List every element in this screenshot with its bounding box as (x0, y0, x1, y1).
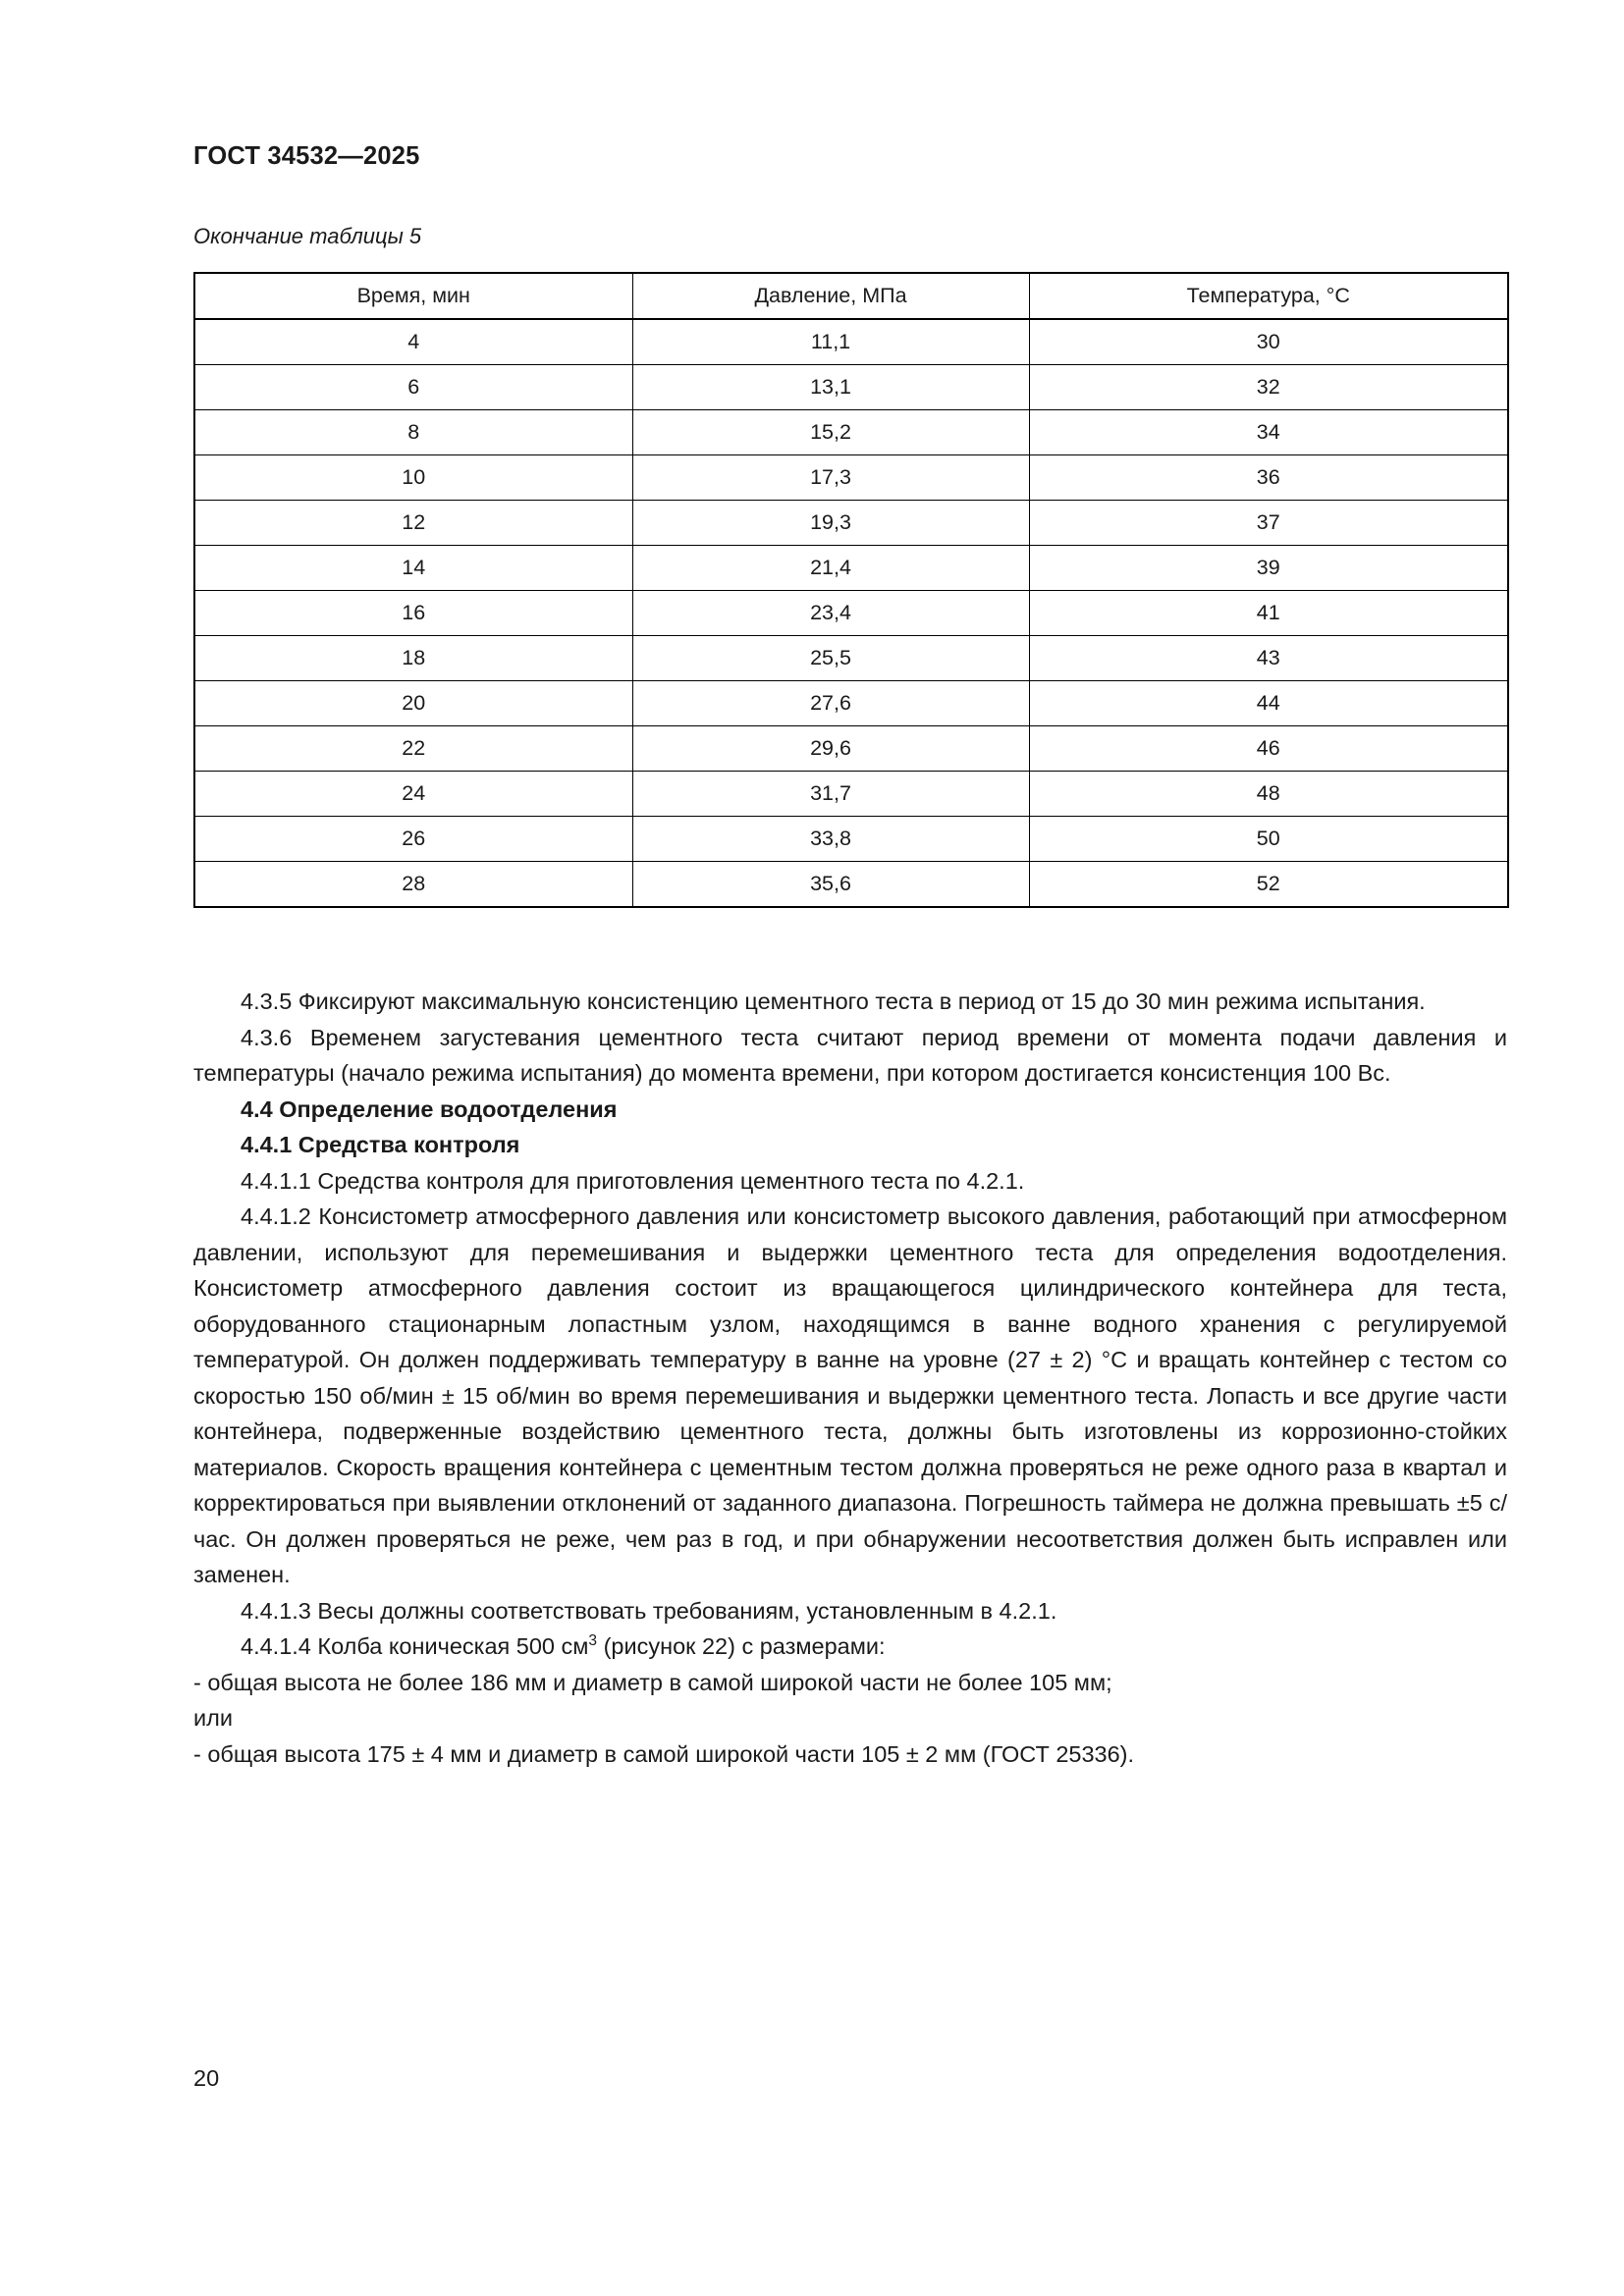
cell-pressure: 33,8 (632, 817, 1029, 862)
paragraph-4-4-1-4-prefix: 4.4.1.4 Колба коническая 500 см (241, 1633, 589, 1659)
cell-time: 24 (194, 772, 632, 817)
cell-temperature: 43 (1029, 636, 1508, 681)
paragraph-4-4-1-3: 4.4.1.3 Весы должны соответствовать требованиям, установленным в 4.2.1. (241, 1597, 1057, 1624)
cell-pressure: 11,1 (632, 319, 1029, 365)
table-row (194, 636, 1508, 681)
table-header-row (194, 273, 1508, 319)
cell-pressure: 29,6 (632, 726, 1029, 772)
cell-time: 26 (194, 817, 632, 862)
cell-pressure: 13,1 (632, 365, 1029, 410)
table-row (194, 501, 1508, 546)
parameters-table (193, 272, 1509, 908)
column-header-temperature: Температура, °C (1029, 273, 1508, 319)
cell-temperature: 44 (1029, 681, 1508, 726)
heading-4-4: 4.4 Определение водоотделения (241, 1095, 618, 1122)
cell-pressure: 35,6 (632, 862, 1029, 908)
cell-temperature: 39 (1029, 546, 1508, 591)
table-row (194, 862, 1508, 908)
cell-time: 20 (194, 681, 632, 726)
paragraph-4-3-6: 4.3.6 Временем загустевания цементного теста считают период времени от момента подачи давления и температуры (начало режима испытания) до момента времени, при котором достигается консистенция 100 Вс. (193, 1024, 1507, 1086)
cell-pressure: 27,6 (632, 681, 1029, 726)
cell-time: 28 (194, 862, 632, 908)
cell-time: 22 (194, 726, 632, 772)
cell-temperature: 30 (1029, 319, 1508, 365)
cell-time: 12 (194, 501, 632, 546)
cell-temperature: 52 (1029, 862, 1508, 908)
table-caption: Окончание таблицы 5 (193, 224, 422, 248)
cell-time: 6 (194, 365, 632, 410)
cubic-superscript: 3 (588, 1632, 598, 1650)
table-row (194, 591, 1508, 636)
bullet-separator-or: или (193, 1705, 233, 1731)
table-row (194, 365, 1508, 410)
column-header-pressure: Давление, МПа (632, 273, 1029, 319)
cell-time: 4 (194, 319, 632, 365)
cell-time: 16 (194, 591, 632, 636)
table-row (194, 772, 1508, 817)
cell-temperature: 50 (1029, 817, 1508, 862)
column-header-time: Время, мин (194, 273, 632, 319)
table-body (194, 319, 1508, 907)
table-row (194, 455, 1508, 501)
paragraph-4-3-5: 4.3.5 Фиксируют максимальную консистенцию цементного теста в период от 15 до 30 мин режима испытания. (241, 988, 1426, 1014)
table-row (194, 410, 1508, 455)
cell-temperature: 32 (1029, 365, 1508, 410)
table-row (194, 726, 1508, 772)
bullet-item-2: - общая высота 175 ± 4 мм и диаметр в самой широкой части 105 ± 2 мм (ГОСТ 25336). (193, 1740, 1135, 1767)
table-header (194, 273, 1508, 319)
cell-temperature: 36 (1029, 455, 1508, 501)
paragraph-4-4-1-2: 4.4.1.2 Консистометр атмосферного давления или консистометр высокого давления, работающий при атмосферном давлении, используют для перемешивания и выдержки цементного теста для определения водоотделения. Консистометр атмосферного давления состоит из вращающегося цилиндрического контейнера для теста, оборудованного стационарным лопастным узлом, находящимся в ванне водного хранения с регулируемой температурой. Он должен поддерживать температуру в ванне на уровне (27 ± 2) °C и вращать контейнер с тестом со скоростью 150 об/мин ± 15 об/мин во время перемешивания и выдержки цементного теста. Лопасть и все другие части контейнера, подверженные воздействию цементного теста, должны быть изготовлены из коррозионно-стойких материалов. Скорость вращения контейнера с цементным тестом должна проверяться не реже одного раза в квартал и корректироваться при выявлении отклонений от заданного диапазона. Погрешность таймера не должна превышать ±5 с/час. Он должен проверяться не реже, чем раз в год, и при обнаружении несоответствия должен быть исправлен или заменен. (193, 1203, 1507, 1587)
paragraph-4-4-1-4 (193, 1629, 1507, 1665)
cell-time: 8 (194, 410, 632, 455)
standard-header: ГОСТ 34532—2025 (193, 142, 420, 170)
paragraph-4-4-1-4-suffix: (рисунок 22) с размерами: (597, 1633, 886, 1659)
cell-pressure: 31,7 (632, 772, 1029, 817)
paragraph-4-4-1-1: 4.4.1.1 Средства контроля для приготовления цементного теста по 4.2.1. (241, 1167, 1025, 1194)
cell-temperature: 46 (1029, 726, 1508, 772)
cell-temperature: 37 (1029, 501, 1508, 546)
cell-temperature: 48 (1029, 772, 1508, 817)
cell-pressure: 23,4 (632, 591, 1029, 636)
cell-temperature: 34 (1029, 410, 1508, 455)
cell-time: 10 (194, 455, 632, 501)
cell-pressure: 21,4 (632, 546, 1029, 591)
table-row (194, 319, 1508, 365)
body-text (193, 984, 1507, 1772)
table-row (194, 681, 1508, 726)
bullet-item-1: - общая высота не более 186 мм и диаметр в самой широкой части не более 105 мм; (193, 1669, 1112, 1695)
page-number: 20 (193, 2065, 220, 2091)
heading-4-4-1: 4.4.1 Средства контроля (241, 1132, 520, 1157)
cell-temperature: 41 (1029, 591, 1508, 636)
table-row (194, 546, 1508, 591)
table-row (194, 817, 1508, 862)
cell-pressure: 19,3 (632, 501, 1029, 546)
cell-time: 14 (194, 546, 632, 591)
cell-time: 18 (194, 636, 632, 681)
cell-pressure: 15,2 (632, 410, 1029, 455)
cell-pressure: 17,3 (632, 455, 1029, 501)
cell-pressure: 25,5 (632, 636, 1029, 681)
